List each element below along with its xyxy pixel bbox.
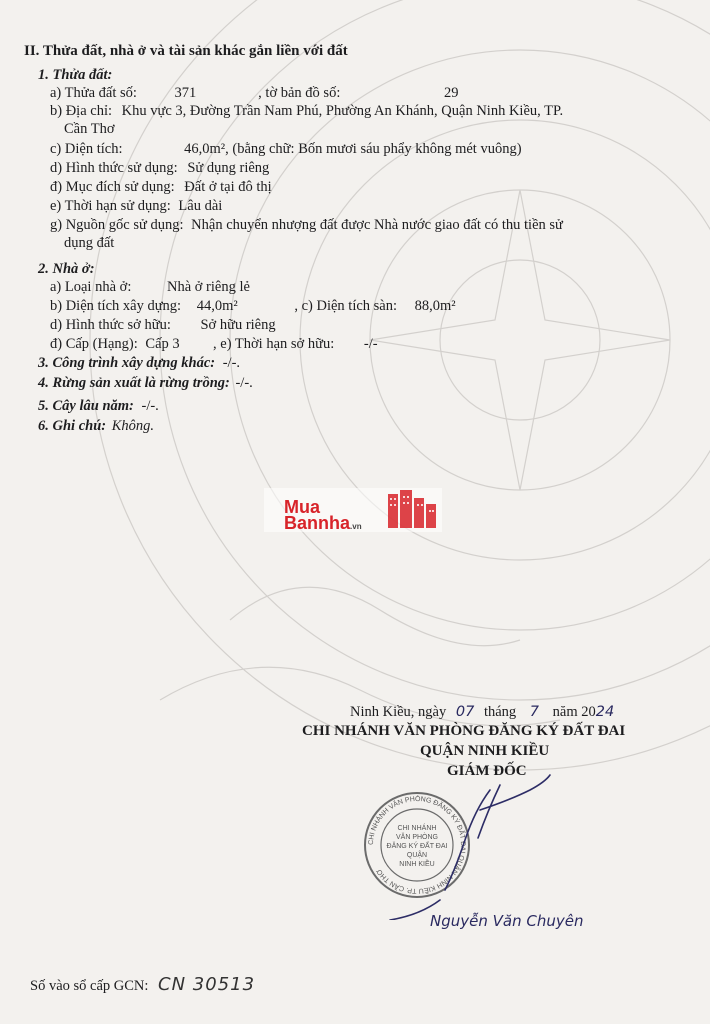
seal-center-3: ĐĂNG KÝ ĐẤT ĐAI <box>386 843 448 850</box>
muabannha-watermark <box>264 488 444 534</box>
house-grade-row <box>50 335 378 353</box>
house-area-row <box>50 297 456 315</box>
purpose-value: Đất ở tại đô thị <box>184 179 272 195</box>
origin-label: g) Nguồn gốc sử dụng: <box>50 217 184 233</box>
date-year-label: năm 20 <box>552 704 596 720</box>
registry-value: CN 30513 <box>158 974 256 995</box>
address-label: b) Địa chỉ: <box>50 103 113 119</box>
grade-label: đ) Cấp (Hạng): <box>50 336 138 352</box>
perennial-trees-value: -/-. <box>141 398 159 414</box>
watermark-suffix: .vn <box>350 522 362 531</box>
land-purpose-row <box>50 178 272 196</box>
planted-forest-value: -/-. <box>235 375 253 391</box>
ownership-label: d) Hình thức sở hữu: <box>50 317 171 333</box>
seal-ring-text: CHI NHÁNH VĂN PHÒNG ĐĂNG KÝ ĐẤT ĐAI QUẬN NINH KIỀU TP. CẦN THƠ <box>367 795 467 895</box>
other-construction-row <box>38 354 240 372</box>
term-value: Lâu dài <box>178 198 223 214</box>
origin-value-2: dụng đất <box>64 235 115 251</box>
built-area-label: b) Diện tích xây dựng: <box>50 298 182 314</box>
built-area-value: 44,0m² <box>196 298 238 314</box>
watermark-brand: Bannha <box>284 513 351 533</box>
other-construction-value: -/-. <box>222 355 241 371</box>
section-title: II. Thửa đất, nhà ở và tài sản khác gắn liền với đất <box>24 43 348 59</box>
parcel-number-label: a) Thửa đất số: <box>50 85 137 101</box>
seal-center-1: CHI NHÁNH <box>397 825 437 832</box>
date-prefix: Ninh Kiều, ngày <box>350 704 447 720</box>
notes-row <box>38 417 154 435</box>
notes-label: 6. Ghi chú: <box>38 418 107 434</box>
director-title: GIÁM ĐỐC <box>447 763 527 779</box>
planted-forest-label: 4. Rừng sản xuất là rừng trồng: <box>38 375 230 391</box>
org-line1: CHI NHÁNH VĂN PHÒNG ĐĂNG KÝ ĐẤT ĐAI <box>302 723 626 739</box>
director-signature <box>380 770 580 920</box>
planted-forest-row <box>38 374 253 392</box>
area-label: c) Diện tích: <box>50 141 123 157</box>
date-month-label: tháng <box>483 704 517 720</box>
floor-area-label: , c) Diện tích sàn: <box>294 298 398 314</box>
land-address-row <box>50 102 563 120</box>
registry-row <box>30 976 255 995</box>
seal-center-2: VĂN PHÒNG <box>395 834 439 841</box>
map-sheet-label: , tờ bản đồ số: <box>258 85 341 101</box>
perennial-trees-row <box>38 397 159 415</box>
map-sheet-value: 29 <box>443 85 459 101</box>
purpose-label: đ) Mục đích sử dụng: <box>50 179 175 195</box>
house-type-label: a) Loại nhà ở: <box>50 279 132 295</box>
grade-value: Cấp 3 <box>145 336 180 352</box>
floor-area-value: 88,0m² <box>414 298 456 314</box>
org-line2: QUẬN NINH KIỀU <box>420 743 550 759</box>
ownership-term-label: , e) Thời hạn sở hữu: <box>213 336 335 352</box>
ownership-value: Sở hữu riêng <box>200 317 276 333</box>
registry-label: Số vào sổ cấp GCN: <box>30 978 149 994</box>
date-line <box>350 703 614 721</box>
land-term-row <box>50 197 222 215</box>
perennial-trees-label: 5. Cây lâu năm: <box>38 398 134 414</box>
house-type-row <box>50 278 250 296</box>
signer-name: Nguyễn Văn Chuyên <box>430 912 584 930</box>
date-year: 24 <box>595 704 615 720</box>
house-type-value: Nhà ở riêng lẻ <box>166 279 250 295</box>
land-parcel-row <box>50 84 458 102</box>
land-heading: 1. Thửa đất: <box>38 67 113 83</box>
land-origin-row <box>50 216 563 234</box>
term-label: e) Thời hạn sử dụng: <box>50 198 171 214</box>
seal-center-5: NINH KIỀU <box>399 861 435 868</box>
address-value-2: Cần Thơ <box>64 121 115 137</box>
land-area-row <box>50 140 522 158</box>
seal-center-4: QUẬN <box>406 852 428 859</box>
land-usage-form-row <box>50 159 269 177</box>
date-day: 07 <box>455 704 475 720</box>
house-heading: 2. Nhà ở: <box>38 261 95 277</box>
usage-form-value: Sử dụng riêng <box>187 160 270 176</box>
watermark-line1: Mua <box>284 497 320 517</box>
area-value: 46,0m², (bằng chữ: Bốn mươi sáu phẩy không mét vuông) <box>184 141 522 157</box>
address-value-1: Khu vực 3, Đường Trần Nam Phú, Phường An Khánh, Quận Ninh Kiều, TP. <box>121 103 564 119</box>
ownership-term-value: -/- <box>363 336 378 352</box>
usage-form-label: d) Hình thức sử dụng: <box>50 160 178 176</box>
notes-value: Không. <box>111 418 155 434</box>
parcel-number-value: 371 <box>174 85 197 101</box>
house-ownership-row <box>50 316 276 334</box>
date-month: 7 <box>529 704 540 720</box>
watermark-line2 <box>284 514 362 536</box>
other-construction-label: 3. Công trình xây dựng khác: <box>38 355 216 371</box>
origin-value-1: Nhận chuyển nhượng đất được Nhà nước giao đất có thu tiền sử <box>191 217 563 233</box>
